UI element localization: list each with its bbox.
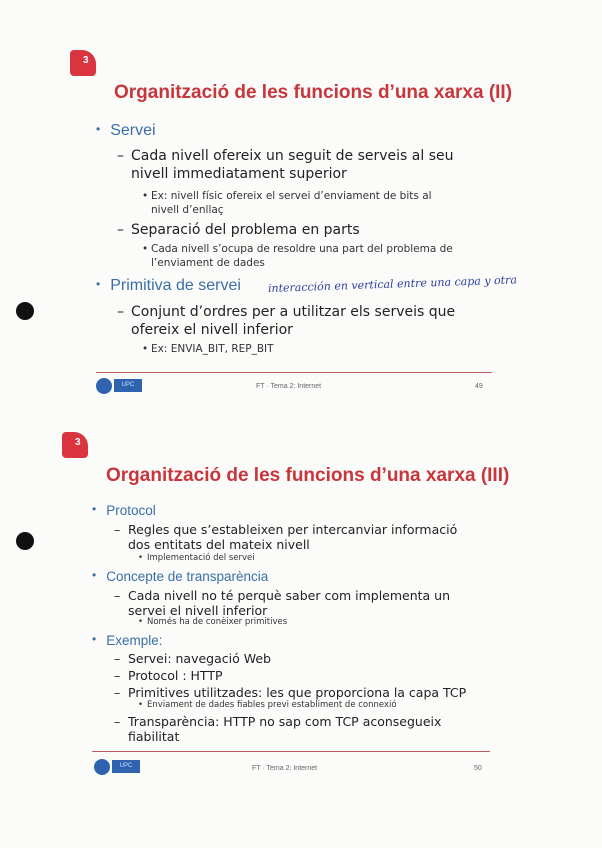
footer-rule	[92, 751, 490, 752]
university-brand-icon: UPC	[112, 760, 140, 773]
binder-hole-top	[16, 302, 34, 320]
bullet-protocol: • Protocol	[92, 502, 156, 518]
footer-page-number: 49	[475, 383, 483, 390]
bullet-servei: • Servei	[96, 122, 156, 140]
sub-bullet: – Separació del problema en parts	[117, 222, 360, 238]
sub-sub-bullet: • Cada nivell s’ocupa de resoldre una part del problema de l’enviament de dades	[142, 243, 453, 269]
sub-bullet: – Cada nivell ofereix un seguit de serveis al seu nivell immediatament superior	[117, 148, 454, 182]
footer-title: FT · Tema 2: Internet	[252, 765, 318, 772]
binder-hole-bottom	[16, 532, 34, 550]
university-logo-icon	[96, 378, 112, 394]
slide-title: Organització de les funcions d’una xarxa (II)	[114, 82, 513, 103]
sub-sub-bullet: • Implementació del servei	[138, 553, 255, 563]
sub-sub-bullet: • Enviament de dades fiables previ establiment de connexió	[138, 700, 397, 710]
university-brand-icon: UPC	[114, 379, 142, 392]
footer-title: FT · Tema 2: Internet	[256, 383, 322, 390]
bullet-transparencia: • Concepte de transparència	[92, 568, 268, 584]
footer-page-number: 50	[474, 765, 482, 772]
sub-bullet: – Protocol : HTTP	[114, 668, 223, 683]
handwritten-note: interacción en vertical entre una capa y otra	[267, 273, 518, 295]
sub-sub-bullet: • Només ha de conèixer primitives	[138, 617, 288, 627]
sub-sub-bullet: • Ex: nivell físic ofereix el servei d’enviament de bits al nivell d’enllaç	[142, 190, 432, 216]
sub-bullet: – Transparència: HTTP no sap com TCP aconsegueix fiabilitat	[114, 714, 442, 744]
sub-bullet: – Servei: navegació Web	[114, 651, 271, 666]
bullet-primitiva: • Primitiva de servei	[96, 277, 241, 295]
sub-bullet: – Regles que s’estableixen per intercanviar informació dos entitats del mateix nivell	[114, 522, 458, 552]
slide-number-badge: 3	[62, 432, 88, 458]
sub-bullet: – Cada nivell no té perquè saber com implementa un servei el nivell inferior	[114, 588, 451, 618]
sub-bullet: – Primitives utilitzades: les que proporciona la capa TCP	[114, 685, 467, 700]
slide-title: Organització de les funcions d’una xarxa (III)	[106, 465, 510, 486]
university-logo-icon	[94, 759, 110, 775]
bullet-exemple: • Exemple:	[92, 632, 162, 648]
sub-bullet: – Conjunt d’ordres per a utilitzar els serveis que ofereix el nivell inferior	[117, 304, 456, 338]
footer-rule	[96, 372, 492, 373]
sub-sub-bullet: • Ex: ENVIA_BIT, REP_BIT	[142, 343, 274, 355]
slide-number-badge: 3	[70, 50, 96, 76]
